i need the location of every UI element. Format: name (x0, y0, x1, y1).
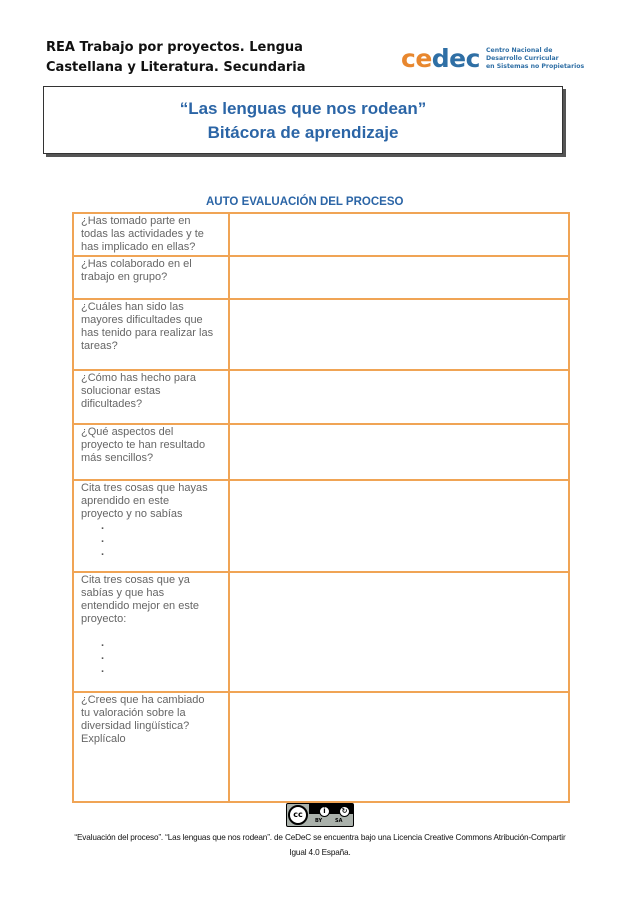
answer-cell[interactable] (229, 480, 569, 572)
question-text: ¿Has tomado parte en todas las actividades y te has implicado en ellas? (81, 215, 204, 254)
cc-sa-label: SA (335, 818, 343, 824)
document-title: “Las lenguas que nos rodean” (179, 99, 427, 118)
answer-cell[interactable] (229, 256, 569, 299)
question-cell (73, 299, 229, 370)
logo-subtitle (486, 47, 584, 71)
logo-subtitle-line-2: Desarrollo Curricular (485, 55, 559, 62)
header-title-line-2: Castellana y Literatura. Secundaria (46, 60, 306, 75)
logo-subtitle-line-3: en Sistemas no Propietarios (485, 63, 585, 70)
bullet-item (81, 666, 222, 679)
table-row (73, 480, 569, 572)
table-row (73, 572, 569, 692)
question-text: ¿Has colaborado en el trabajo en grupo? (81, 257, 192, 283)
license-footer (46, 830, 594, 860)
question-cell (73, 572, 229, 692)
document-subtitle: Bitácora de aprendizaje (207, 123, 399, 142)
question-cell (73, 692, 229, 802)
license-footer-line-2: Igual 4.0 España. (289, 848, 351, 857)
question-cell (73, 213, 229, 256)
creative-commons-badge[interactable] (286, 803, 354, 827)
cc-by-label: BY (315, 818, 323, 824)
table-row (73, 692, 569, 802)
bullet-item (81, 536, 222, 549)
table-row (73, 370, 569, 424)
bullet-item (81, 523, 222, 536)
table-row (73, 299, 569, 370)
bullet-item (81, 549, 222, 562)
logo-wordmark-ce: ce (401, 44, 432, 73)
self-evaluation-table (72, 212, 570, 803)
question-cell (73, 480, 229, 572)
question-cell (73, 424, 229, 480)
table-row (73, 256, 569, 299)
table-row (73, 424, 569, 480)
logo-wordmark (401, 44, 480, 74)
bullet-list (81, 523, 222, 562)
question-text: Cita tres cosas que hayas aprendido en este proyecto y no sabías (81, 481, 208, 521)
document-header-title (46, 38, 346, 78)
cedec-logo (401, 44, 584, 74)
section-heading: AUTO EVALUACIÓN DEL PROCESO (206, 196, 404, 208)
cc-badge-band (309, 804, 353, 814)
bullet-list (81, 640, 222, 679)
license-footer-line-1: “Evaluación del proceso”. “Las lenguas que nos rodean”. de CeDeC se encuentra bajo una Licencia Creative Commons Atribución-Compartir (74, 833, 566, 842)
header-title-line-1: REA Trabajo por proyectos. Lengua (46, 40, 303, 55)
attribution-icon: i (319, 806, 330, 817)
title-box (43, 86, 563, 154)
question-text: ¿Qué aspectos del proyecto te han resultado más sencillos? (81, 425, 206, 465)
question-text: ¿Crees que ha cambiado tu valoración sobre la diversidad lingüística? Explícalo (81, 693, 205, 746)
answer-cell[interactable] (229, 424, 569, 480)
table-row (73, 213, 569, 256)
bullet-item (81, 653, 222, 666)
question-cell (73, 370, 229, 424)
answer-cell[interactable] (229, 299, 569, 370)
logo-wordmark-dec: dec (431, 44, 480, 73)
question-cell (73, 256, 229, 299)
cc-icon: cc (288, 805, 308, 825)
bullet-item (81, 640, 222, 653)
share-alike-icon: ↻ (339, 806, 350, 817)
answer-cell[interactable] (229, 572, 569, 692)
answer-cell[interactable] (229, 370, 569, 424)
logo-subtitle-line-1: Centro Nacional de (485, 47, 553, 54)
question-text: ¿Cuáles han sido las mayores dificultades que has tenido para realizar las tareas? (81, 300, 214, 353)
question-text: Cita tres cosas que ya sabías y que has entendido mejor en este proyecto: (81, 573, 200, 626)
answer-cell[interactable] (229, 692, 569, 802)
answer-cell[interactable] (229, 213, 569, 256)
question-text: ¿Cómo has hecho para solucionar estas dificultades? (81, 371, 196, 411)
